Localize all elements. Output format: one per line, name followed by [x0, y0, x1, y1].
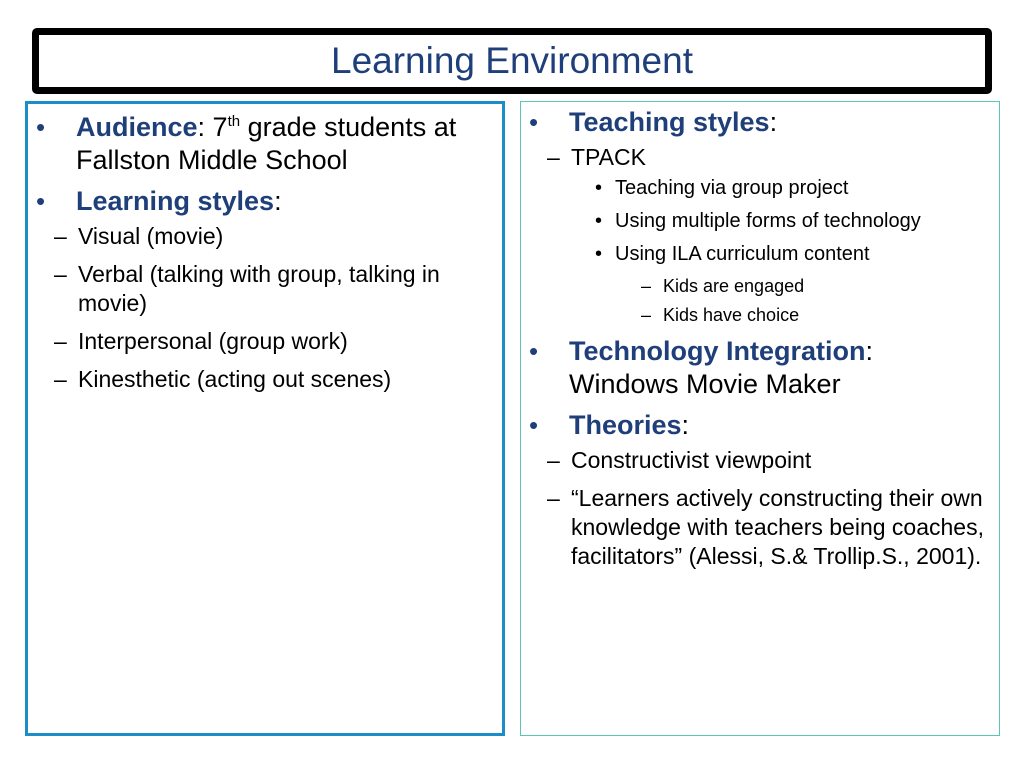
- right-bullet-list: [521, 102, 999, 571]
- teaching-styles-label: Teaching styles: [569, 107, 770, 137]
- list-item: [523, 143, 989, 172]
- teaching-point-text: Teaching via group project: [615, 177, 849, 199]
- learning-styles-label: Learning styles: [76, 186, 275, 216]
- list-item: [523, 446, 989, 475]
- dash-icon: –: [54, 366, 67, 392]
- theories-sublist: [523, 446, 989, 571]
- bullet-icon: •: [529, 107, 539, 137]
- teaching-point-text: Using multiple forms of technology: [615, 210, 921, 232]
- audience-sup: th: [227, 113, 241, 130]
- dash-icon: –: [547, 485, 560, 511]
- bullet-icon: •: [529, 336, 539, 366]
- list-item: [523, 242, 989, 267]
- dash-icon: –: [547, 144, 560, 170]
- teaching-styles-item: [523, 106, 989, 327]
- learning-styles-sublist: [30, 222, 492, 394]
- bullet-icon: •: [595, 210, 603, 232]
- audience-item: [30, 111, 492, 177]
- teaching-subpoint-text: Kids are engaged: [663, 276, 805, 296]
- audience-label: Audience: [76, 112, 198, 142]
- right-content-panel: [520, 101, 1000, 736]
- list-item: [523, 484, 989, 571]
- technology-text: Windows Movie Maker: [569, 369, 841, 399]
- list-item: [30, 260, 492, 318]
- technology-sep: :: [865, 336, 874, 366]
- list-item: [523, 304, 989, 327]
- audience-sep: : 7: [197, 112, 228, 142]
- dash-icon: –: [54, 223, 67, 249]
- left-bullet-list: [28, 104, 502, 394]
- technology-item: [523, 335, 989, 401]
- bullet-icon: •: [36, 112, 46, 142]
- list-item: [30, 222, 492, 251]
- audience-text: grade students at Fallston Middle School: [76, 112, 457, 175]
- slide-title-box: [32, 28, 992, 94]
- list-item: [523, 275, 989, 298]
- dash-icon: –: [641, 305, 652, 325]
- bullet-icon: •: [595, 243, 603, 265]
- dash-icon: –: [641, 276, 652, 296]
- theories-sep: :: [681, 410, 690, 440]
- bullet-icon: •: [36, 186, 46, 216]
- learning-styles-item: [30, 185, 492, 394]
- dash-icon: –: [54, 328, 67, 354]
- list-item: [523, 176, 989, 201]
- teaching-point-text: Using ILA curriculum content: [615, 243, 870, 265]
- teaching-styles-sublist: [523, 143, 989, 327]
- teaching-styles-sep: :: [769, 107, 778, 137]
- learning-style-text: Verbal (talking with group, talking in movie): [78, 261, 440, 316]
- theory-text: Constructivist viewpoint: [571, 447, 812, 473]
- theories-item: [523, 409, 989, 571]
- list-item: [30, 327, 492, 356]
- teaching-subpoint-text: Kids have choice: [663, 305, 800, 325]
- learning-styles-sep: :: [274, 186, 282, 216]
- bullet-icon: •: [595, 177, 603, 199]
- learning-style-text: Kinesthetic (acting out scenes): [78, 366, 392, 392]
- dash-icon: –: [54, 261, 67, 287]
- theory-text: “Learners actively constructing their own knowledge with teachers being coaches, facilitators” (Alessi, S.& Trollip.S., 2001).: [571, 485, 984, 569]
- learning-style-text: Interpersonal (group work): [78, 328, 348, 354]
- dash-icon: –: [547, 447, 560, 473]
- list-item: [523, 209, 989, 234]
- technology-label: Technology Integration: [569, 336, 866, 366]
- learning-style-text: Visual (movie): [78, 223, 224, 249]
- list-item: [30, 365, 492, 394]
- slide-title: Learning Environment: [331, 40, 693, 81]
- theories-label: Theories: [569, 410, 682, 440]
- left-content-panel: [25, 101, 505, 736]
- bullet-icon: •: [529, 410, 539, 440]
- tpack-text: TPACK: [571, 144, 646, 170]
